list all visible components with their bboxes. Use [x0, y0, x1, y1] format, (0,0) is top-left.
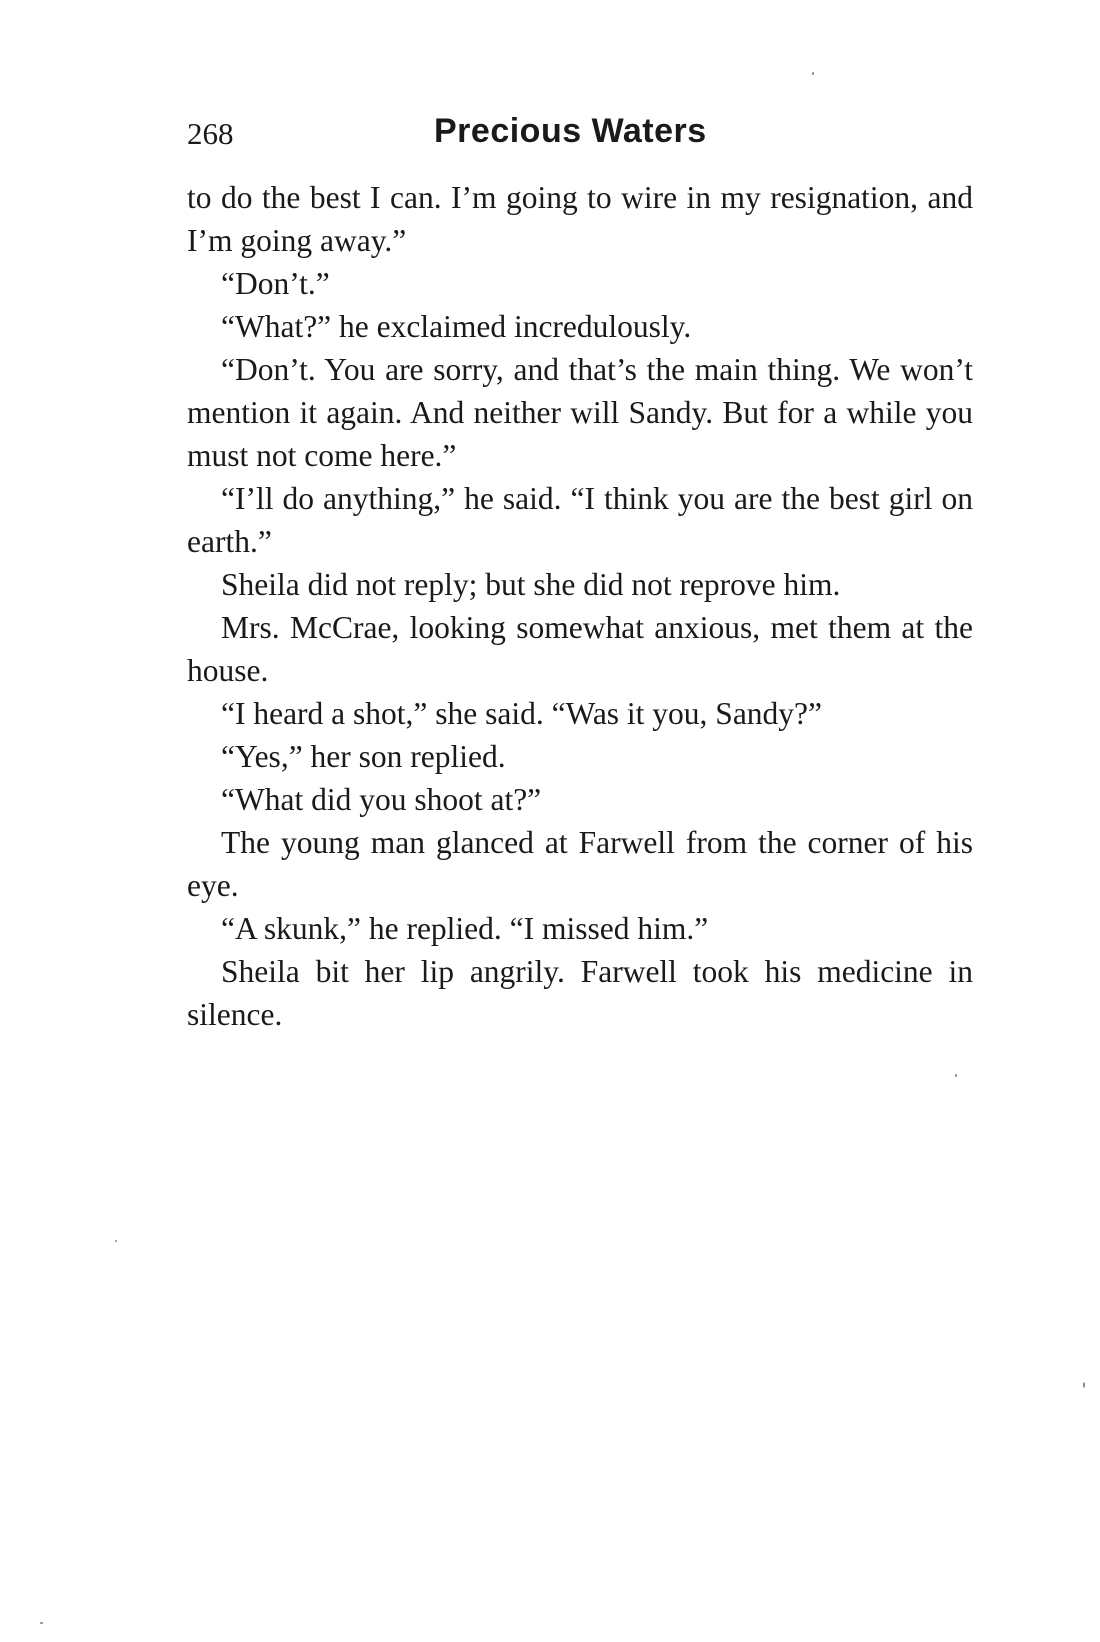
paragraph: “I’ll do anything,” he said. “I think you are the best girl on earth.”: [187, 481, 973, 559]
paragraph: to do the best I can. I’m going to wire in my resignation, and I’m going away.”: [187, 180, 973, 258]
paragraph: “Don’t.”: [221, 266, 330, 301]
page-number: 268: [187, 116, 234, 151]
paragraph: Sheila did not reply; but she did not reprove him.: [221, 567, 841, 602]
running-head: [187, 112, 977, 164]
paragraph: The young man glanced at Farwell from the corner of his eye.: [187, 825, 973, 903]
scan-speck: [1083, 1382, 1085, 1388]
paragraph: “I heard a shot,” she said. “Was it you, Sandy?”: [221, 696, 823, 731]
scan-speck: [955, 1074, 957, 1077]
paragraph: Mrs. McCrae, looking somewhat anxious, met them at the house.: [187, 610, 973, 688]
scan-speck: [812, 72, 814, 75]
paragraph: Sheila bit her lip angrily. Farwell took his medicine in silence.: [187, 954, 973, 1032]
scan-speck: [40, 1622, 43, 1624]
paragraph: “Yes,” her son replied.: [221, 739, 506, 774]
paragraph: “Don’t. You are sorry, and that’s the main thing. We won’t mention it again. And neither will Sandy. But for a while you must not come here.”: [187, 352, 973, 473]
running-title: Precious Waters: [434, 112, 707, 150]
paragraph: “What did you shoot at?”: [221, 782, 542, 817]
paragraph: “What?” he exclaimed incredulously.: [221, 309, 692, 344]
body-text: [187, 176, 973, 1036]
scan-speck: [115, 1240, 117, 1242]
paragraph: “A skunk,” he replied. “I missed him.”: [221, 911, 709, 946]
